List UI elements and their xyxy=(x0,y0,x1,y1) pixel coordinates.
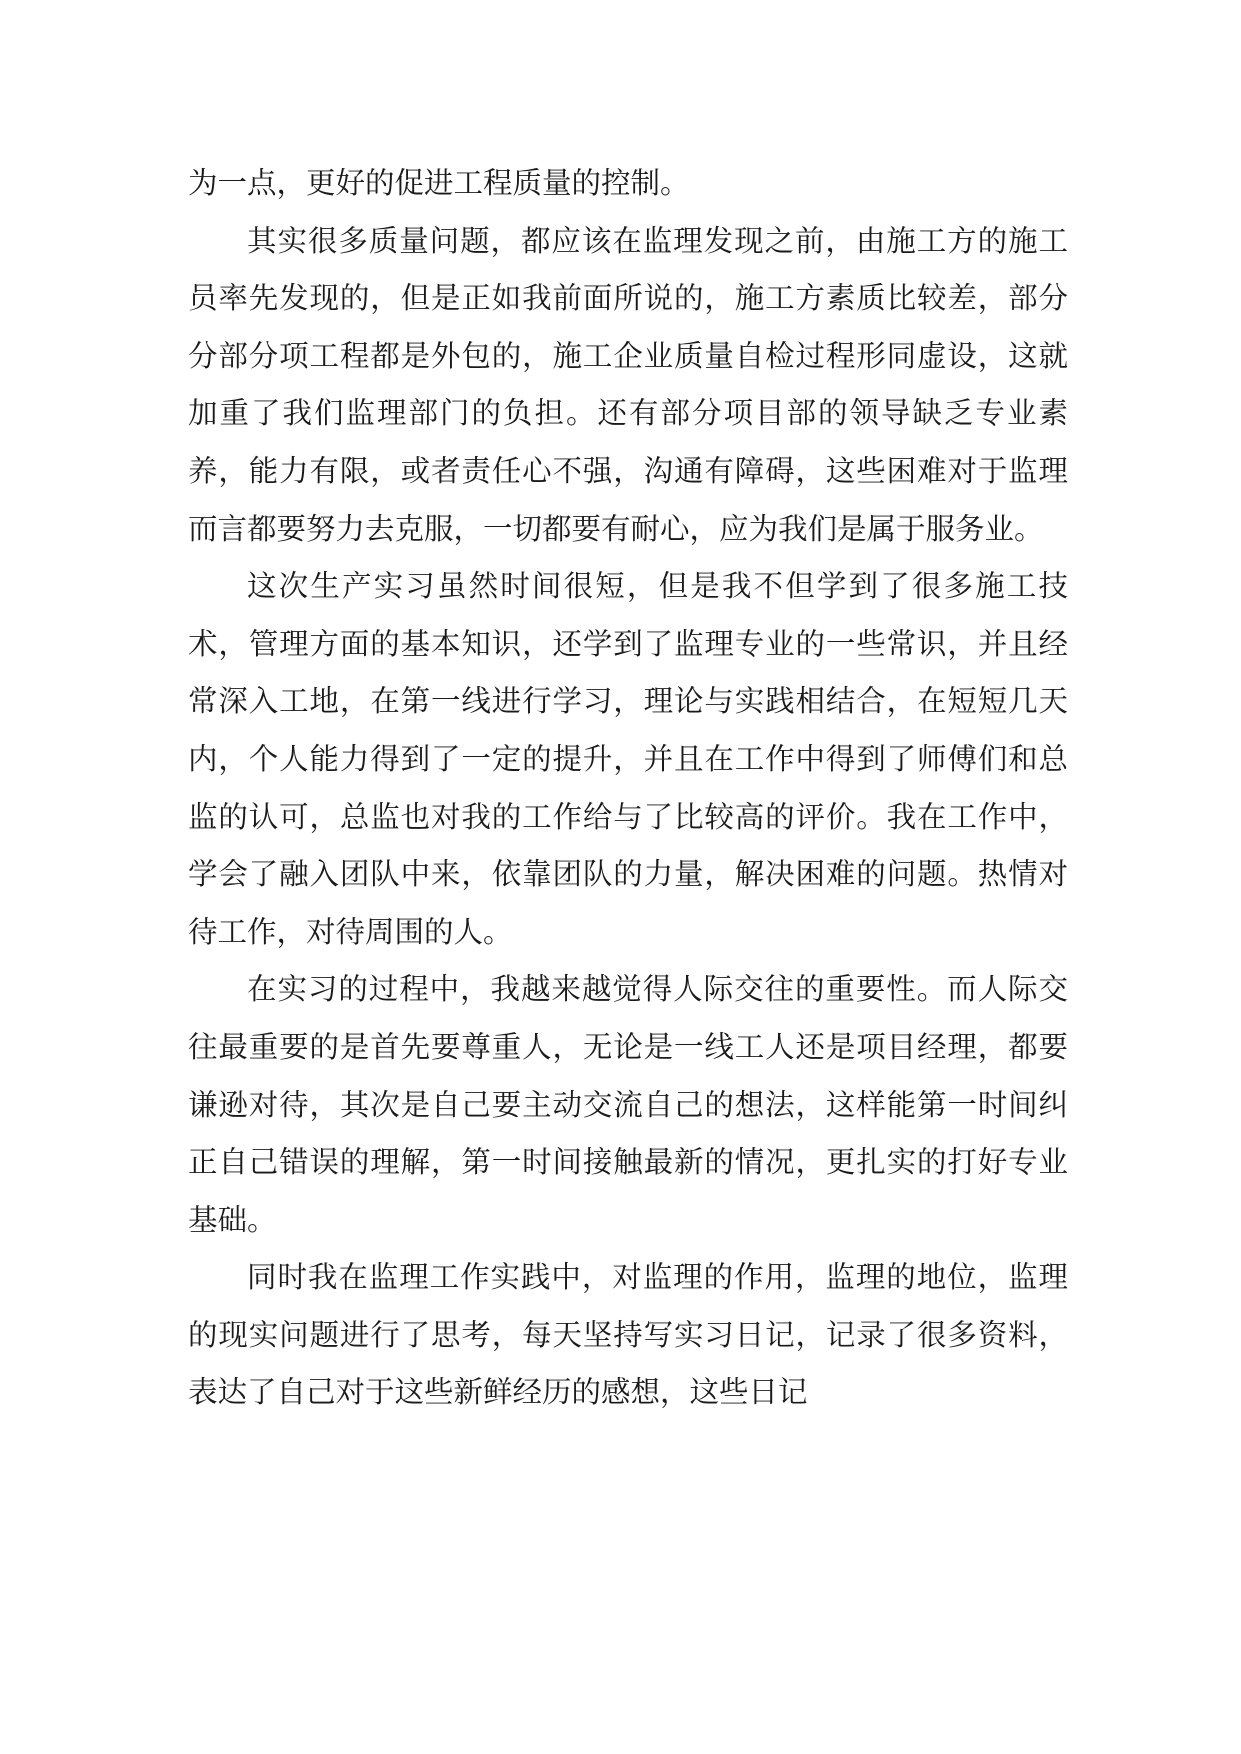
paragraph-continuation: 为一点，更好的促进工程质量的控制。 xyxy=(188,166,690,200)
paragraph-interpersonal: 在实习的过程中，我越来越觉得人际交往的重要性。而人际交往最重要的是首先要尊重人，无论是一线工人还是项目经理，都要谦逊对待，其次是自己要主动交流自己的想法，这样能第一时间纠正自己错误的理解，第一时间接触最新的情况，更扎实的打好专业基础。 xyxy=(188,972,1068,1237)
paragraph-reflection: 同时我在监理工作实践中，对监理的作用，监理的地位，监理的现实问题进行了思考，每天坚持写实习日记，记录了很多资料，表达了自己对于这些新鲜经历的感想，这些日记 xyxy=(188,1260,1068,1410)
document-body xyxy=(188,155,1068,1422)
paragraph-quality-issues: 其实很多质量问题，都应该在监理发现之前，由施工方的施工员率先发现的，但是正如我前面所说的，施工方素质比较差，部分分部分项工程都是外包的，施工企业质量自检过程形同虚设，这就加重了我们监理部门的负担。还有部分项目部的领导缺乏专业素养，能力有限，或者责任心不强，沟通有障碍，这些困难对于监理而言都要努力去克服，一切都要有耐心，应为我们是属于服务业。 xyxy=(188,223,1068,546)
paragraph-internship-gains: 这次生产实习虽然时间很短，但是我不但学到了很多施工技术，管理方面的基本知识，还学到了监理专业的一些常识，并且经常深入工地，在第一线进行学习，理论与实践相结合，在短短几天内，个人能力得到了一定的提升，并且在工作中得到了师傅们和总监的认可，总监也对我的工作给与了比较高的评价。我在工作中，学会了融入团队中来，依靠团队的力量，解决困难的问题。热情对待工作，对待周围的人。 xyxy=(188,569,1068,949)
